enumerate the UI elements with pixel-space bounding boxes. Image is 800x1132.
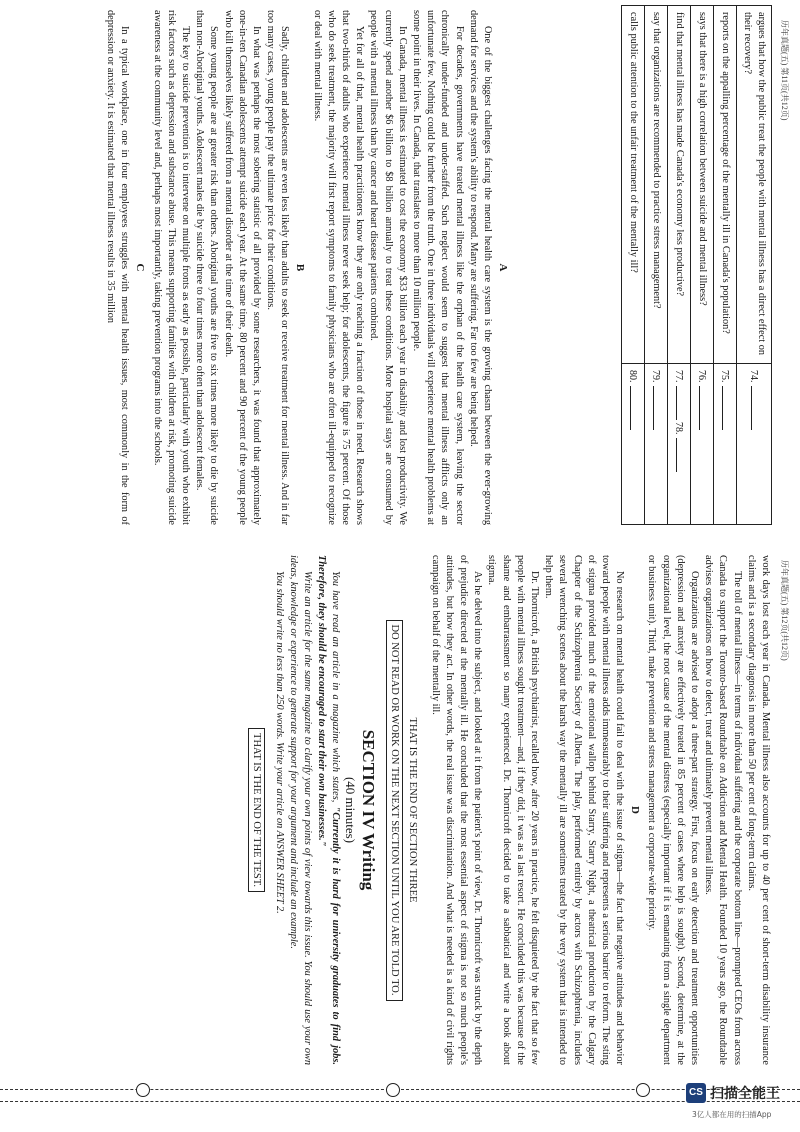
paragraph: Sadly, children and adolescents are even less likely than adults to seek or receive treatment for mental illness. And in far too many cases, young people pay the ultimate price for their conditions. bbox=[265, 10, 291, 525]
dashed-cut-line bbox=[0, 1101, 800, 1102]
table-row bbox=[691, 6, 714, 525]
question-number: 80. bbox=[627, 370, 638, 383]
paragraph: Organizations are advised to adopt a three-part strategy. First, focus on early detection and treatment opportunities (depression and anxiety are effectively treated in 85 percent of cases where help is sought). Second, determine, at the organizational level, the root cause of the mental distress (especially important if it is emanating from a single department or business unit). Third, make prevention and stress management a corporate-wide priority. bbox=[646, 555, 700, 1065]
question-table bbox=[621, 5, 772, 525]
answer-cell[interactable] bbox=[691, 364, 714, 525]
end-notice-line1: THAT IS THE END OF SECTION THREE bbox=[407, 717, 419, 903]
table-row bbox=[714, 6, 737, 525]
camscanner-logo-icon: CS bbox=[686, 1083, 706, 1103]
question-text: argues that how the public treat the people with mental illness has a direct effect on their recovery? bbox=[737, 6, 772, 364]
question-text: say that organizations are recommended to practice stress management? bbox=[645, 6, 668, 364]
paragraph: As he delved into the subject, and looked at it from the patient's point of view, Dr. Thornicroft was struck by the depth of prejudice directed at the mentally ill. He concluded that the most essential aspect of stigma is not so much people's attitudes, but how they act. In other words, the real issue was discrimination. And what is needed is a kind of civil rights campaign on behalf of the mentally ill. bbox=[429, 555, 484, 1065]
watermark-name: 扫描全能王 bbox=[710, 1086, 780, 1102]
paragraph: The key to suicide prevention is to intervene on multiple fronts as early as possible, particularly with youth who exhibit risk factors such as depression and substance abuse. This means supporting families with children at risk, promoting suicide awareness at the community level and, perhaps most importantly, taking prevention programs into the schools. bbox=[151, 10, 191, 525]
answer-blank[interactable] bbox=[676, 438, 687, 472]
answer-blank[interactable] bbox=[722, 386, 733, 430]
paragraph: The toll of mental illness—in terms of individual suffering and the corporate bottom line—prompted CEOs from across Canada to support the Toronto-based Roundtable on Addiction and Mental Health. Founded 10 years ago, the Roundtable advises organizations on how to detect, treat and ultimately prevent mental illness. bbox=[703, 555, 743, 1065]
paragraph: In a typical workplace, one in four employees struggles with mental health issues, most commonly in the form of depression or anxiety. It is estimated that mental illness results in 35 million bbox=[105, 10, 131, 525]
paragraph: In Canada, mental illness is estimated to cost the economy $33 billion each year in disability and lost productivity. We currently spend another $6 billion to $8 billion annually to treat these conditions. More hospital stays are consumed by people with a mental illness than by cancer and heart disease patients combined. bbox=[368, 10, 408, 525]
paragraph: No research on mental health could fail to deal with the issue of stigma—the fact that negative attitudes and behavior toward people with mental illness adds immeasurably to their suffering and represents a serious barrier to reform. The sting of stigma provided much of the emotional wallop behind Starry, Starry Night, a theatrical production by the Calgary Chapter of the Schizophrenia Society of Alberta. The play, performed entirely by actors with Schizophrenia, includes several wrenching scenes about the harsh way the mentally ill are sometimes treated by the very system that is intended to help them. bbox=[543, 555, 626, 1065]
page-12 bbox=[0, 545, 800, 1075]
table-row bbox=[645, 6, 668, 525]
section-time: (40 minutes) bbox=[343, 776, 359, 844]
page-11-runner: 历年真题(五) 第11页(共12页) bbox=[780, 20, 789, 121]
end-test-label: THAT IS THE END OF THE TEST. bbox=[248, 728, 265, 892]
question-number: 74. bbox=[748, 370, 759, 383]
prompt-intro: You have read an article in a magazine which states, bbox=[330, 571, 342, 807]
question-number: 79. bbox=[650, 370, 661, 383]
paragraph: work days lost each year in Canada. Mental illness also accounts for up to 40 per cent of short-term disability insurance claims and is a secondary diagnosis in more than 50 per cent of long-term claims. bbox=[745, 555, 771, 1065]
writing-instruction: Write an article for the same magazine to clarify your own points of view towards this issue. You should use your own ideas, knowledge or experience to generate support for your argument and include an example. bbox=[287, 555, 313, 1065]
answer-cell[interactable] bbox=[668, 364, 691, 525]
page-12-runner: 历年真题(五) 第12页(共12页) bbox=[780, 560, 789, 661]
passage-label-d: D bbox=[629, 806, 642, 814]
paragraph: Some young people are at greater risk than others. Aboriginal youths are five to six times more likely to die by suicide than non-Aboriginal youths. Adolescent males die by suicide three to four times more often than adolescent females. bbox=[194, 10, 220, 525]
binding-edge bbox=[0, 1075, 800, 1125]
punch-hole-icon bbox=[636, 1083, 650, 1097]
answer-blank[interactable] bbox=[676, 386, 687, 420]
answer-blank[interactable] bbox=[653, 386, 664, 430]
passages-c-d-writing bbox=[248, 555, 772, 1065]
page-11 bbox=[0, 0, 800, 535]
prompt-quote: "Currently it is hard for university graduates to find jobs. Therefore, they should be encouraged to start their own businesses." bbox=[316, 555, 342, 1065]
table-row bbox=[622, 6, 645, 525]
answer-blank[interactable] bbox=[630, 386, 641, 430]
end-of-test-notice bbox=[248, 555, 267, 1065]
writing-instruction: You should write no less than 250 words. Write your article on ANSWER SHEET 2. bbox=[273, 571, 285, 914]
punch-hole-icon bbox=[136, 1083, 150, 1097]
question-number: 76. bbox=[696, 370, 707, 383]
passage-label-b: B bbox=[294, 263, 307, 272]
dashed-cut-line bbox=[0, 1089, 800, 1090]
answer-blank[interactable] bbox=[699, 386, 710, 430]
answer-cell[interactable] bbox=[622, 364, 645, 525]
section-iv-header bbox=[342, 555, 378, 1065]
paragraph: One of the biggest challenges facing the mental health care system is the growing chasm between the ever-growing demand for services and the system's ability to respond. Many are suffering. Far too few are being helped. bbox=[467, 10, 493, 525]
question-number: 77. bbox=[673, 370, 684, 383]
end-notice-line2: DO NOT READ OR WORK ON THE NEXT SECTION UNTIL YOU ARE TOLD TO. bbox=[386, 620, 403, 1001]
passage-label-a: A bbox=[497, 263, 509, 272]
writing-prompt bbox=[314, 555, 342, 1065]
table-row bbox=[668, 6, 691, 525]
question-text: calls public attention to the unfair treatment of the mentally ill? bbox=[622, 6, 645, 364]
paragraph: For decades, governments have treated mental illness like the orphan of the health care system, leaving the sector chronically under-funded and under-staffed. Such neglect would seem to suggest that mental illness afflicts only an unfortunate few. Nothing could be further from the truth. One in three individuals will experience mental health problems at some point in their lives. In Canada, that translates to more than 10 million people. bbox=[410, 10, 465, 525]
watermark-tagline: 3亿人都在用的扫描App bbox=[692, 1110, 772, 1119]
answer-cell[interactable] bbox=[737, 364, 772, 525]
question-text: reports on the appalling percentage of the mentally ill in Canada's population? bbox=[714, 6, 737, 364]
question-number: 78. bbox=[673, 422, 684, 435]
answer-blank[interactable] bbox=[751, 386, 762, 430]
answer-cell[interactable] bbox=[645, 364, 668, 525]
punch-hole-icon bbox=[386, 1083, 400, 1097]
section-title: SECTION IV Writing bbox=[359, 729, 379, 891]
scanner-watermark bbox=[686, 1082, 798, 1126]
passages-a-b-c bbox=[103, 10, 512, 525]
question-text: find that mental illness has made Canada's economy less productive? bbox=[668, 6, 691, 364]
paragraph: In what was perhaps the most sobering statistic of all provided by some researchers, it was found that approximately one-in-ten Canadian adolescents attempt suicide each year. At the same time, 80 percent and 90 percent of the young people who kill themselves likely suffered from a mental disorder at the time of their death. bbox=[222, 10, 262, 525]
question-text: says that there is a high correlation between suicide and mental illness? bbox=[691, 6, 714, 364]
passage-label-c: C bbox=[134, 263, 147, 272]
paragraph: Yet for all of that, mental health practitioners know they are only reaching a fraction of those in need. Research shows that two-thirds of adults who experience mental illness never seek help; for adolescents, the figure is 75 percent. Of those who do seek treatment, the majority will first report symptoms to family physicians who are often ill-equipped to recognize or deal with mental illness. bbox=[311, 10, 366, 525]
end-of-section-notice bbox=[386, 555, 423, 1065]
question-number: 75. bbox=[719, 370, 730, 383]
table-row bbox=[737, 6, 772, 525]
paragraph: Dr. Thornicroft, a British psychiatrist, recalled how, after 20 years in practice, he felt disquieted by the fact that so few people with mental illness sought treatment—and, if they did, it was as a last resort. He concluded this was because of the shame and embarrassment so many experienced. Dr. Thornicroft decided to take a sabbatical and write a book about stigma. bbox=[486, 555, 540, 1065]
answer-cell[interactable] bbox=[714, 364, 737, 525]
